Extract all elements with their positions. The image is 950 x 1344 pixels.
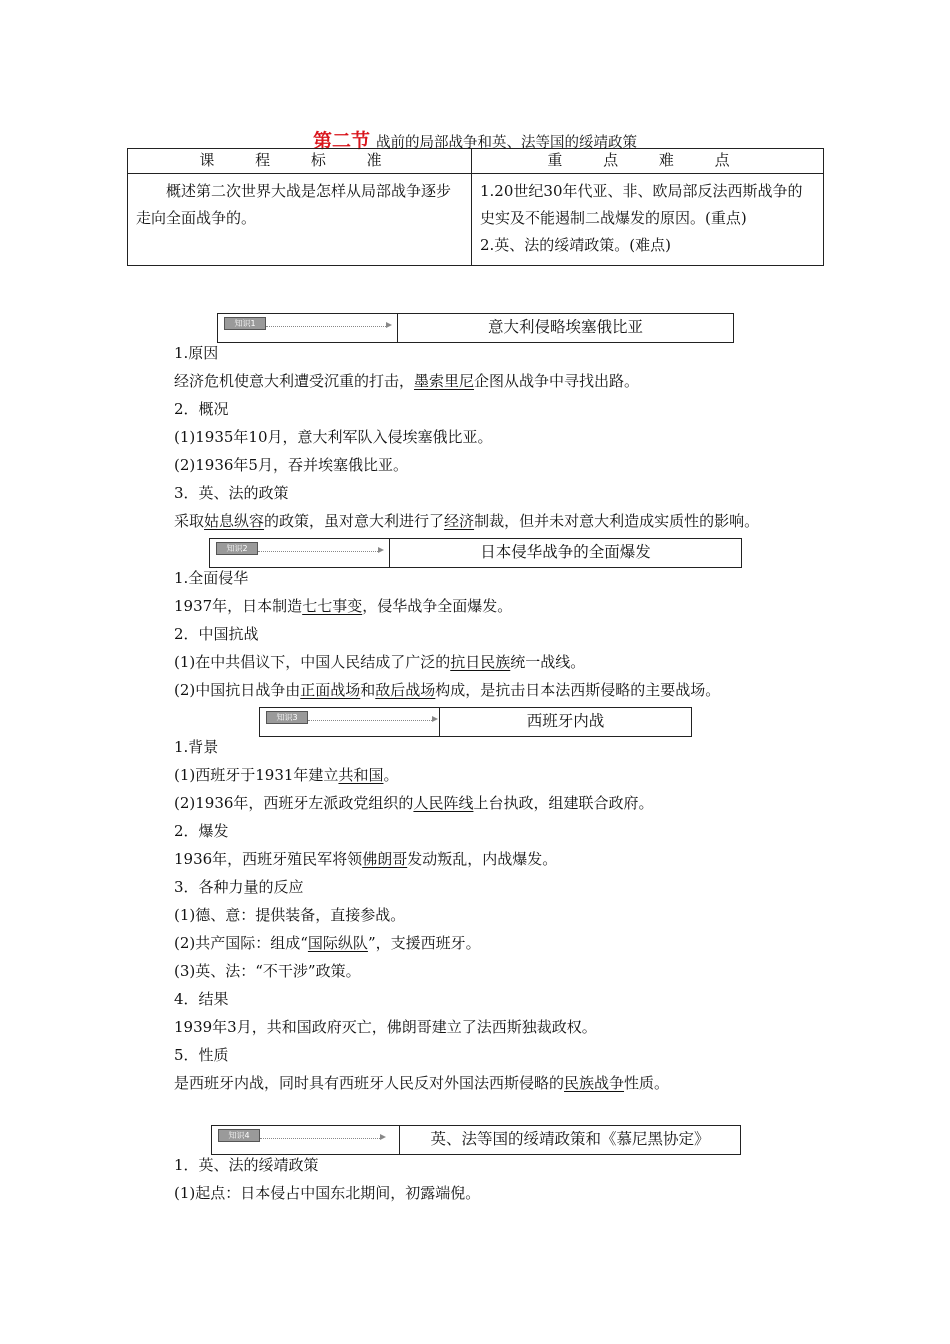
k1-heading-policy: 3．英、法的政策 xyxy=(174,484,289,502)
standards-table xyxy=(127,148,824,266)
table-header-key-points: 重 点 难 点 xyxy=(472,149,824,174)
k3-heading: 1.背景 xyxy=(174,738,219,756)
knowledge-title-1: 意大利侵略埃塞俄比亚 xyxy=(487,318,643,336)
k3-paragraph: (1)德、意：提供装备，直接参战。 xyxy=(174,906,406,924)
k2-heading: 2．中国抗战 xyxy=(174,625,259,643)
k1-paragraph: 经济危机使意大利遭受沉重的打击，墨索里尼企图从战争中寻找出路。 xyxy=(174,372,640,390)
knowledge-box-1 xyxy=(217,313,734,343)
k1-heading-cause: 1.原因 xyxy=(174,344,219,362)
k1-paragraph: (1)1935年10月，意大利军队入侵埃塞俄比亚。 xyxy=(174,428,493,446)
knowledge-tag-2: 知识2 xyxy=(216,542,384,554)
k3-heading: 5．性质 xyxy=(174,1046,229,1064)
k2-heading: 1.全面侵华 xyxy=(174,569,249,587)
k3-paragraph: (2)共产国际：组成“国际纵队”，支援西班牙。 xyxy=(174,934,481,952)
k3-paragraph: (1)西班牙于1931年建立共和国。 xyxy=(174,766,399,784)
key-point-2: 2.英、法的绥靖政策。(难点) xyxy=(480,236,672,254)
knowledge-title-2: 日本侵华战争的全面爆发 xyxy=(480,543,651,561)
k3-heading: 3．各种力量的反应 xyxy=(174,878,304,896)
k4-heading: 1．英、法的绥靖政策 xyxy=(174,1156,319,1174)
k2-paragraph: 1937年，日本制造七七事变，侵华战争全面爆发。 xyxy=(174,597,513,615)
k4-paragraph: (1)起点：日本侵占中国东北期间，初露端倪。 xyxy=(174,1184,481,1202)
knowledge-title-3: 西班牙内战 xyxy=(526,712,605,730)
k1-paragraph: (2)1936年5月，吞并埃塞俄比亚。 xyxy=(174,456,408,474)
key-point-1: 1.20世纪30年代亚、非、欧局部反法西斯战争的史实及不能遏制二战爆发的原因。(重点) xyxy=(480,182,803,227)
k3-paragraph: (2)1936年，西班牙左派政党组织的人民阵线上台执政，组建联合政府。 xyxy=(174,794,654,812)
section-title-text: 战前的局部战争和英、法等国的绥靖政策 xyxy=(376,135,637,151)
knowledge-title-4: 英、法等国的绥靖政策和《慕尼黑协定》 xyxy=(430,1130,710,1148)
k3-paragraph: 是西班牙内战，同时具有西班牙人民反对外国法西斯侵略的民族战争性质。 xyxy=(174,1074,670,1092)
section-number: 第二节 xyxy=(312,130,370,152)
knowledge-tag-1: 知识1 xyxy=(224,317,392,329)
k3-heading: 4．结果 xyxy=(174,990,229,1008)
knowledge-box-2 xyxy=(209,538,742,568)
knowledge-box-3 xyxy=(259,707,692,737)
knowledge-tag-3: 知识3 xyxy=(266,711,440,723)
table-header-standards: 课 程 标 准 xyxy=(128,149,472,174)
table-cell-key-points xyxy=(472,174,824,266)
k3-paragraph: 1936年，西班牙殖民军将领佛朗哥发动叛乱，内战爆发。 xyxy=(174,850,558,868)
knowledge-tag-4: 知识4 xyxy=(218,1129,386,1141)
k3-paragraph: (3)英、法：“不干涉”政策。 xyxy=(174,962,361,980)
k3-paragraph: 1939年3月，共和国政府灭亡，佛朗哥建立了法西斯独裁政权。 xyxy=(174,1018,597,1036)
k1-heading-overview: 2．概况 xyxy=(174,400,229,418)
k2-paragraph: (2)中国抗日战争由正面战场和敌后战场构成，是抗击日本法西斯侵略的主要战场。 xyxy=(174,681,721,699)
k1-paragraph: 采取姑息纵容的政策，虽对意大利进行了经济制裁，但并未对意大利造成实质性的影响。 xyxy=(174,512,760,530)
k2-paragraph: (1)在中共倡议下，中国人民结成了广泛的抗日民族统一战线。 xyxy=(174,653,586,671)
knowledge-box-4 xyxy=(211,1125,741,1155)
k3-heading: 2．爆发 xyxy=(174,822,229,840)
table-cell-standards: 概述第二次世界大战是怎样从局部战争逐步走向全面战争的。 xyxy=(128,174,472,266)
